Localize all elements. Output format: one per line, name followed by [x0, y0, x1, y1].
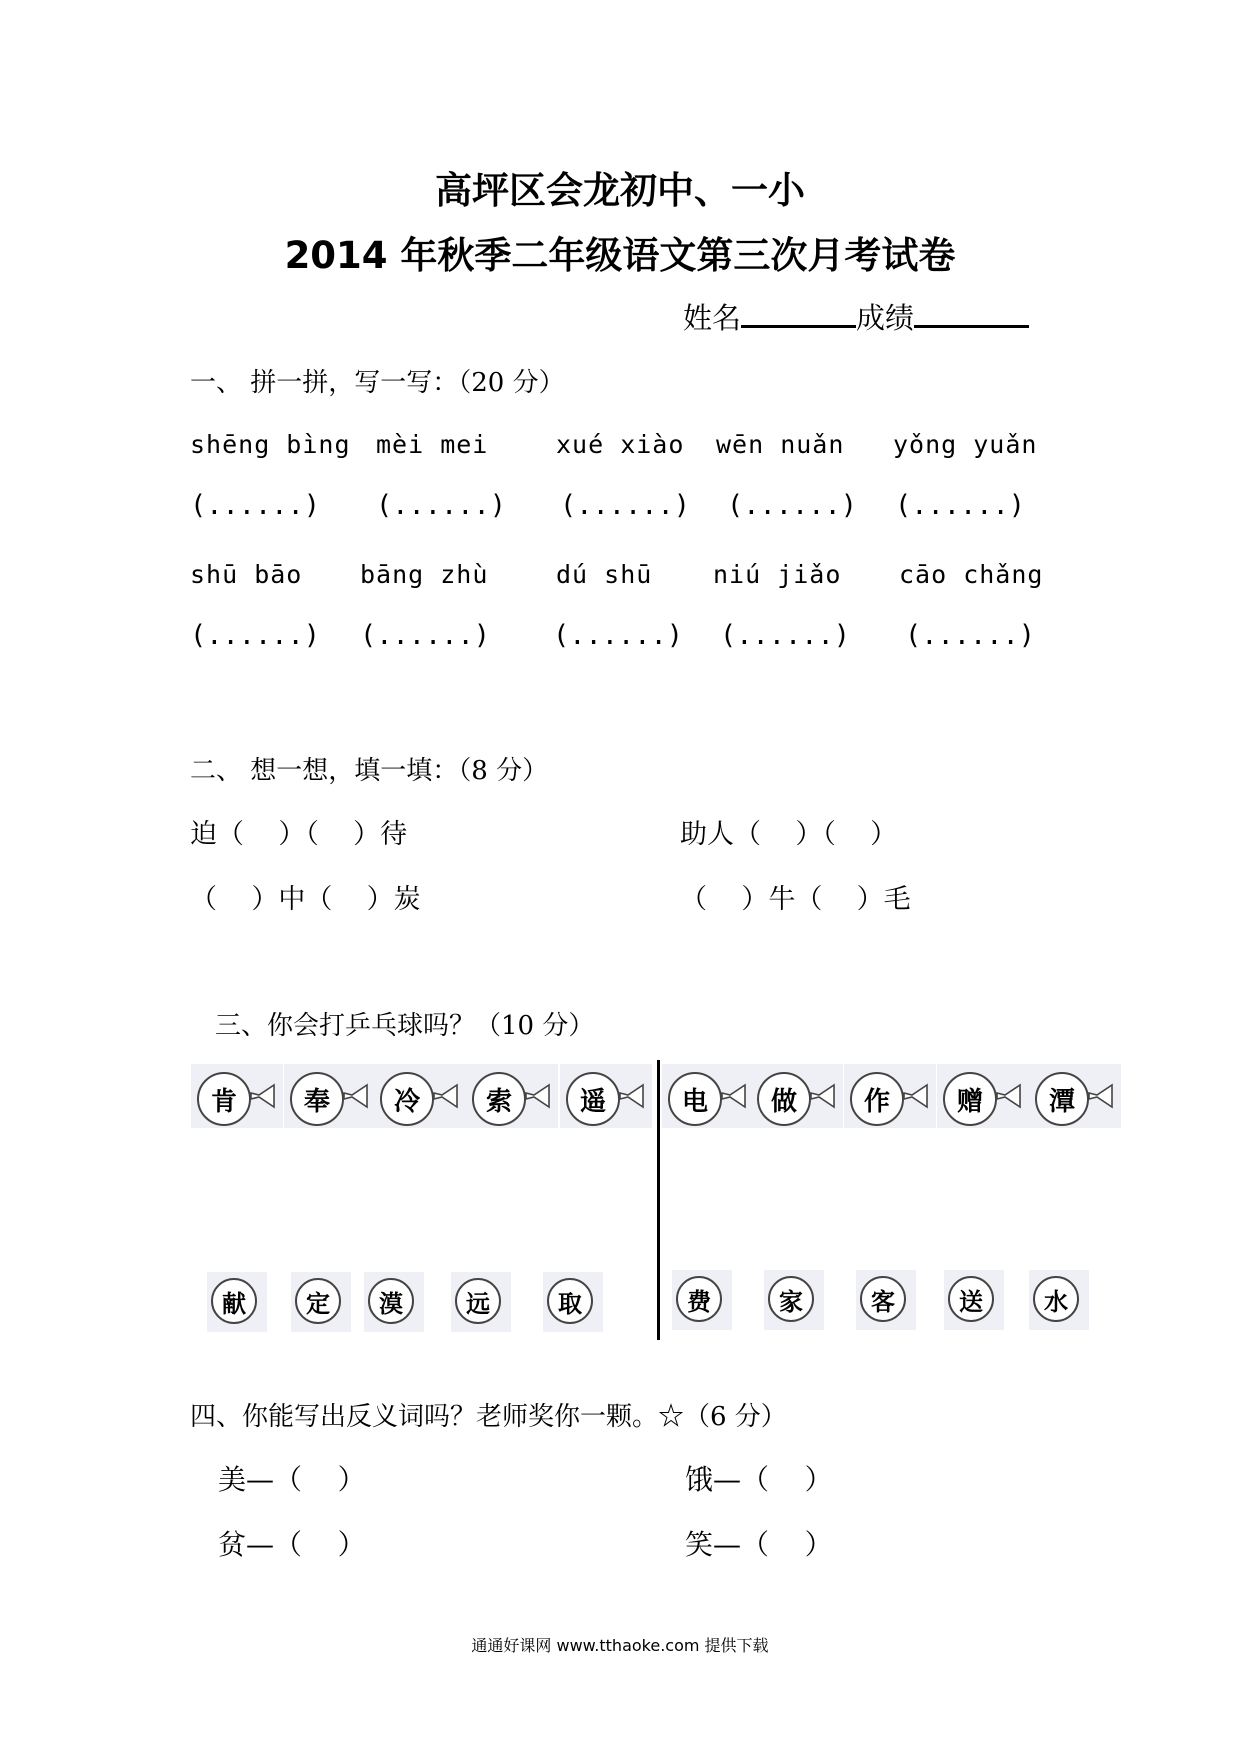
ball-left-top-1[interactable]: 肯 — [197, 1072, 251, 1126]
ball-left-top-2[interactable]: 奉 — [290, 1072, 344, 1126]
ball-right-top-5-paddle-handle-icon — [1087, 1083, 1115, 1111]
score-label: 成绩 — [856, 301, 915, 335]
name-blank[interactable] — [741, 297, 856, 328]
ball-right-bottom-5[interactable]: 水 — [1033, 1276, 1079, 1322]
ball-left-bottom-4[interactable]: 远 — [455, 1278, 501, 1324]
ball-left-top-1-paddle-handle-icon — [249, 1083, 277, 1111]
ball-left-top-4-paddle-handle-icon — [524, 1083, 552, 1111]
pinyin-2-3: dú shū — [556, 560, 653, 589]
ball-left-bottom-1[interactable]: 献 — [211, 1278, 257, 1324]
answer-blank-2-2[interactable]: (......) — [360, 620, 491, 651]
pinyin-2-5: cāo chǎng — [899, 560, 1044, 589]
ball-left-top-3[interactable]: 冷 — [380, 1072, 434, 1126]
ball-left-top-3-paddle-handle-icon — [432, 1083, 460, 1111]
idiom-fill-3[interactable]: （ ）中（ ）炭 — [190, 884, 421, 915]
answer-blank-2-1[interactable]: (......) — [190, 620, 321, 651]
ball-right-top-4[interactable]: 赠 — [943, 1072, 997, 1126]
ball-right-bottom-3[interactable]: 客 — [860, 1276, 906, 1322]
answer-blank-2-5[interactable]: (......) — [905, 620, 1036, 651]
answer-blank-1-4[interactable]: (......) — [727, 490, 858, 521]
divider-line — [657, 1060, 660, 1340]
ball-left-bottom-3[interactable]: 漠 — [368, 1278, 414, 1324]
answer-blank-1-1[interactable]: (......) — [190, 490, 321, 521]
answer-blank-1-3[interactable]: (......) — [560, 490, 691, 521]
ball-right-top-2-paddle-handle-icon — [809, 1083, 837, 1111]
footer-source: 通通好课网 www.tthaoke.com 提供下载 — [471, 1636, 769, 1655]
title-line-1: 高坪区会龙初中、一小 — [435, 169, 805, 212]
pinyin-2-4: niú jiǎo — [713, 560, 842, 589]
pinyin-1-5: yǒng yuǎn — [893, 430, 1038, 459]
idiom-fill-2[interactable]: 助人（ ）（ ） — [680, 819, 898, 850]
ball-left-top-2-paddle-handle-icon — [342, 1083, 370, 1111]
ball-right-top-2[interactable]: 做 — [757, 1072, 811, 1126]
ball-right-top-1[interactable]: 电 — [668, 1072, 722, 1126]
ball-right-bottom-1[interactable]: 费 — [676, 1276, 722, 1322]
answer-blank-1-5[interactable]: (......) — [895, 490, 1026, 521]
ball-right-top-5[interactable]: 潭 — [1035, 1072, 1089, 1126]
pinyin-1-4: wēn nuǎn — [716, 430, 845, 459]
idiom-fill-4[interactable]: （ ）牛（ ）毛 — [680, 884, 911, 915]
antonym-1[interactable]: 美—（ ） — [218, 1463, 366, 1496]
answer-blank-1-2[interactable]: (......) — [376, 490, 507, 521]
section4-heading: 四、你能写出反义词吗？老师奖你一颗。☆（6 分） — [190, 1402, 787, 1432]
idiom-fill-1[interactable]: 迫（ ）（ ）待 — [190, 819, 408, 850]
ball-left-bottom-2[interactable]: 定 — [295, 1278, 341, 1324]
pinyin-2-2: bāng zhù — [360, 560, 489, 589]
answer-blank-2-3[interactable]: (......) — [553, 620, 684, 651]
ball-left-top-4[interactable]: 索 — [472, 1072, 526, 1126]
pinyin-2-1: shū bāo — [190, 560, 303, 589]
name-score-bar — [683, 296, 1029, 337]
title-line-2: 2014 年秋季二年级语文第三次月考试卷 — [284, 234, 956, 277]
ball-left-bottom-5[interactable]: 取 — [547, 1278, 593, 1324]
ball-left-top-5-paddle-handle-icon — [618, 1083, 646, 1111]
score-blank[interactable] — [914, 297, 1029, 328]
ball-right-top-3-paddle-handle-icon — [902, 1083, 930, 1111]
ball-right-top-4-paddle-handle-icon — [995, 1083, 1023, 1111]
antonym-2[interactable]: 饿—（ ） — [685, 1463, 833, 1496]
pinyin-1-1: shēng bìng — [190, 430, 351, 459]
ball-left-top-5[interactable]: 遥 — [566, 1072, 620, 1126]
ball-right-top-1-paddle-handle-icon — [720, 1083, 748, 1111]
name-label: 姓名 — [683, 301, 742, 335]
answer-blank-2-4[interactable]: (......) — [720, 620, 851, 651]
ball-right-top-3[interactable]: 作 — [850, 1072, 904, 1126]
section3-heading: 三、你会打乒乓球吗？（10 分） — [215, 1011, 595, 1041]
antonym-4[interactable]: 笑—（ ） — [685, 1528, 833, 1561]
ball-right-bottom-4[interactable]: 送 — [948, 1276, 994, 1322]
section1-heading: 一、 拼一拼，写一写：（20 分） — [190, 368, 565, 398]
pinyin-1-2: mèi mei — [376, 430, 489, 459]
ball-right-bottom-2[interactable]: 家 — [768, 1276, 814, 1322]
pinyin-1-3: xué xiào — [556, 430, 685, 459]
antonym-3[interactable]: 贫—（ ） — [218, 1528, 366, 1561]
section2-heading: 二、 想一想，填一填：（8 分） — [190, 756, 549, 786]
